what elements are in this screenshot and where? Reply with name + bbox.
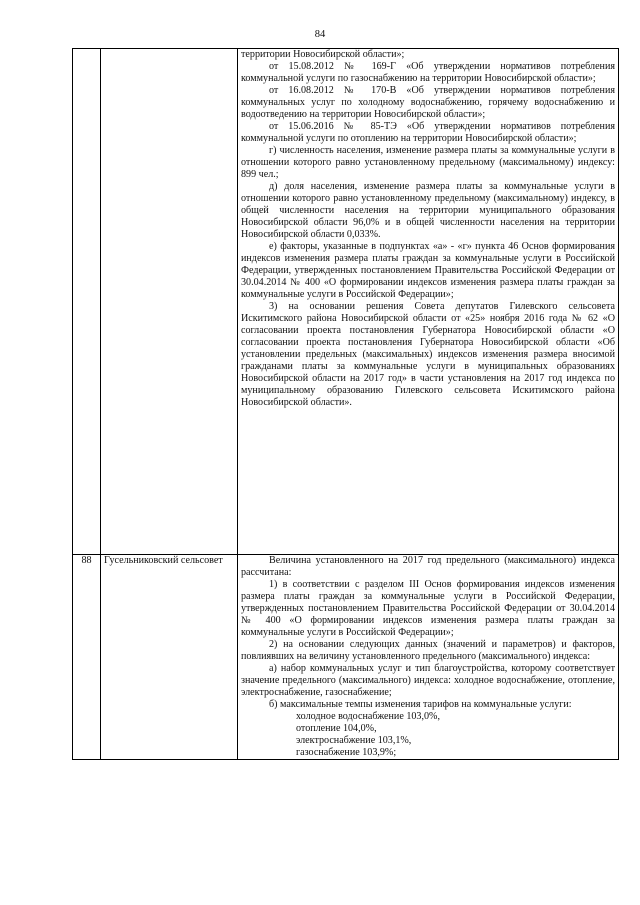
row-number-cell — [73, 49, 101, 555]
paragraph: территории Новосибирской области»; — [241, 49, 405, 60]
municipality-name-cell: Гусельниковский сельсовет — [101, 555, 238, 760]
paragraph: а) набор коммунальных услуг и тип благоустройства, которому соответствует значение предельного (максимального) индекса: холодное водоснабжение, отопление, электроснабжение, газоснабжение; — [241, 663, 615, 698]
paragraph: от 15.06.2016 № 85-ТЭ «Об утверждении нормативов потребления коммунальной услуги по отоплению на территории Новосибирской области»; — [241, 121, 615, 144]
municipality-name-cell — [101, 49, 238, 555]
paragraph: е) факторы, указанные в подпунктах «а» - «г» пункта 46 Основ формирования индексов изменения размера платы граждан за коммунальные услуги в Российской Федерации, утвержденных постановлением Правительства Российской Федерации от 30.04.2014 № 400 «О формировании индексов изменения размера платы граждан за коммунальные услуги в Российской Федерации»; — [241, 241, 615, 300]
paragraph: б) максимальные темпы изменения тарифов на коммунальные услуги: — [269, 699, 572, 710]
paragraph: Величина установленного на 2017 год предельного (максимального) индекса рассчитана: — [241, 555, 615, 578]
row-number-cell: 88 — [73, 555, 101, 760]
paragraph: отопление 104,0%, — [296, 723, 377, 734]
paragraph: холодное водоснабжение 103,0%, — [296, 711, 440, 722]
page-number: 84 — [314, 29, 326, 40]
paragraph: 3) на основании решения Совета депутатов Гилевского сельсовета Искитимского района Новосибирской области от «25» ноября 2016 года № 62 «О согласовании проекта постановления Губернатора Новосибирской области «О согласовании проекта постановления Губернатора Новосибирской области «Об установлении предельных (максимальных) индексов изменения размера вносимой гражданами платы за коммунальные услуги в муниципальных образованиях Новосибирской области на 2017 год» в части установления на 2017 год индекса по муниципальному образованию Гилевского сельсовета Искитимского района Новосибирской области». — [241, 301, 615, 408]
paragraph: от 16.08.2012 № 170-В «Об утверждении нормативов потребления коммунальных услуг по холодному водоснабжению, горячему водоснабжению и водоотведению на территории Новосибирской области»; — [241, 85, 615, 120]
table-row — [73, 49, 619, 555]
description-cell — [238, 555, 619, 760]
paragraph: 2) на основании следующих данных (значений и параметров) и факторов, повлиявших на величину установленного предельного (максимального) индекса: — [241, 639, 615, 662]
paragraph: д) доля населения, изменение размера платы за коммунальные услуги в отношении которого равно установленному предельному (максимальному) индексу, в общей численности населения на территории муниципального образования Новосибирской области 96,0% и в общей численности населения на территории Новосибирской области 0,033%. — [241, 181, 615, 240]
description-cell — [238, 49, 619, 555]
document-table — [72, 48, 619, 760]
paragraph: газоснабжение 103,9%; — [296, 747, 397, 758]
paragraph: 1) в соответствии с разделом III Основ формирования индексов изменения размера платы граждан за коммунальные услуги в Российской Федерации, утвержденных постановлением Правительства Российской Федерации от 30.04.2014 № 400 «О формировании индексов изменения размера платы граждан за коммунальные услуги в Российской Федерации»; — [241, 579, 615, 638]
paragraph: г) численность населения, изменение размера платы за коммунальные услуги в отношении которого равно установленному предельному (максимальному) индексу: 899 чел.; — [241, 145, 615, 180]
paragraph: электроснабжение 103,1%, — [296, 735, 412, 746]
paragraph: от 15.08.2012 № 169-Г «Об утверждении нормативов потребления коммунальной услуги по газоснабжению на территории Новосибирской области»; — [241, 61, 615, 84]
table-row — [73, 555, 619, 760]
